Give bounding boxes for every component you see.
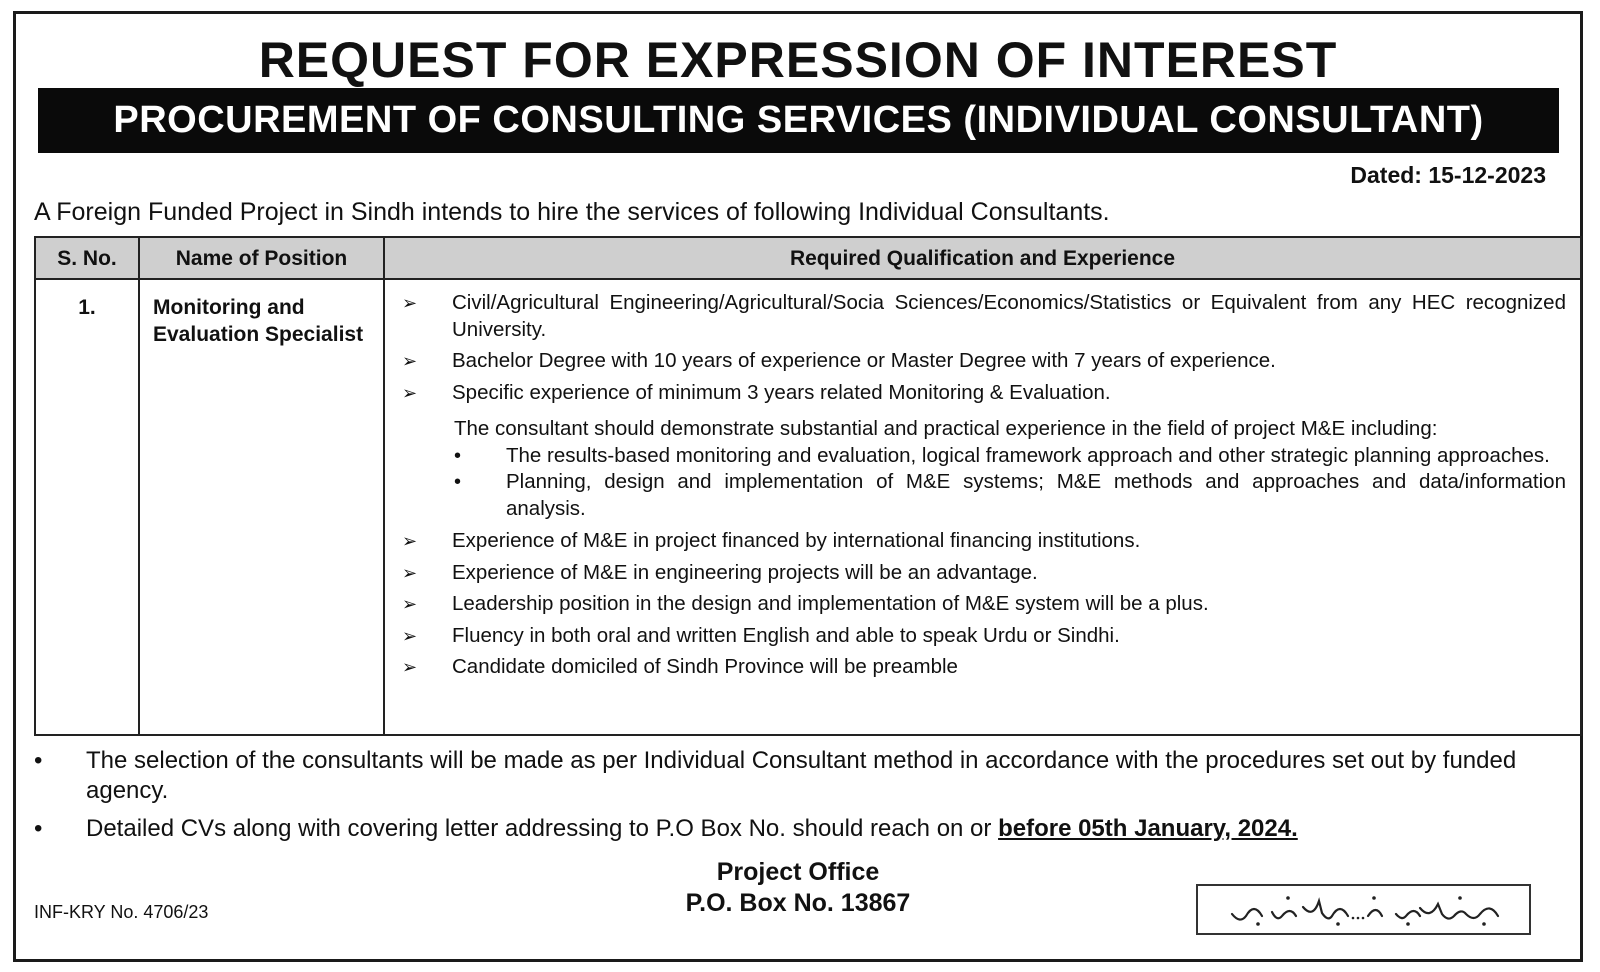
header-position: Name of Position <box>175 247 348 270</box>
list-item: ➢ Experience of M&E in project financed by international financing institutions. <box>388 528 1566 555</box>
list-item: ➢ Experience of M&E in engineering projects will be an advantage. <box>388 560 1566 587</box>
dot-bullet-icon: • <box>454 444 462 467</box>
requirements-list <box>388 290 1566 686</box>
table-header <box>36 238 1580 280</box>
arrow-bullet-icon: ➢ <box>402 382 418 403</box>
sub-bullet-item: • Planning, design and implementation of M&E systems; M&E methods and approaches and data/information analysis. <box>454 470 1566 520</box>
list-item: ➢ Leadership position in the design and implementation of M&E system will be a plus. <box>388 591 1566 618</box>
experience-paragraph: The consultant should demonstrate substantial and practical experience in the field of project M&E including: <box>454 417 1438 440</box>
notes-list <box>34 746 1572 852</box>
list-item: ➢ Bachelor Degree with 10 years of experience or Master Degree with 7 years of experience. <box>388 348 1566 375</box>
arrow-bullet-icon: ➢ <box>402 594 418 614</box>
dot-bullet-icon: • <box>454 471 462 493</box>
header-qualification: Required Qualification and Experience <box>789 247 1176 270</box>
date-label: Dated: 15-12-2023 <box>1350 162 1546 188</box>
column-divider <box>138 238 140 734</box>
list-item: ➢ Specific experience of minimum 3 years related Monitoring & Evaluation. <box>388 380 1566 407</box>
sub-bullet-item: • The results-based monitoring and evaluation, logical framework approach and other strategic planning approaches. <box>388 443 1566 470</box>
note-item <box>34 814 1572 844</box>
dot-bullet-icon: • <box>34 747 43 774</box>
positions-table <box>34 236 1582 736</box>
arrow-bullet-icon: ➢ <box>402 531 418 551</box>
dot-bullet-icon: • <box>34 815 43 842</box>
arrow-bullet-icon: ➢ <box>402 293 418 313</box>
subtitle-banner: PROCUREMENT OF CONSULTING SERVICES (INDIVIDUAL CONSULTANT) <box>38 88 1559 153</box>
arrow-bullet-icon: ➢ <box>402 351 418 371</box>
deadline-text: before 05th January, 2024. <box>998 815 1298 842</box>
page-title: REQUEST FOR EXPRESSION OF INTEREST <box>258 32 1338 88</box>
list-item: ➢ Civil/Agricultural Engineering/Agricultural/Socia Sciences/Economics/Statistics or Equivalent from any HEC recognized University. <box>402 291 1566 341</box>
header-sno: S. No. <box>57 247 117 270</box>
row-sno: 1. <box>78 296 96 319</box>
sindhi-slogan-stamp <box>1196 884 1531 935</box>
intro-text: A Foreign Funded Project in Sindh intends to hire the services of following Individual Consultants. <box>34 198 1110 226</box>
column-divider <box>383 238 385 734</box>
list-item: ➢ Fluency in both oral and written English and able to speak Urdu or Sindhi. <box>388 623 1566 650</box>
arrow-bullet-icon: ➢ <box>402 657 418 677</box>
reference-number: INF-KRY No. 4706/23 <box>34 902 209 922</box>
po-box: P.O. Box No. 13867 <box>685 889 911 917</box>
office-name: Project Office <box>716 858 880 886</box>
advertisement-frame <box>13 11 1583 962</box>
arrow-bullet-icon: ➢ <box>402 625 418 646</box>
row-position: Monitoring and Evaluation Specialist <box>153 296 364 346</box>
note-text: Detailed CVs along with covering letter addressing to P.O Box No. should reach on or <box>86 815 999 842</box>
sindhi-slogan-graphic <box>1198 886 1529 933</box>
note-item: • The selection of the consultants will be made as per Individual Consultant method in accordance with the procedures set out by funded agency. <box>34 747 1517 804</box>
list-item: ➢ Candidate domiciled of Sindh Province will be preamble <box>388 654 1566 681</box>
arrow-bullet-icon: ➢ <box>402 562 418 583</box>
